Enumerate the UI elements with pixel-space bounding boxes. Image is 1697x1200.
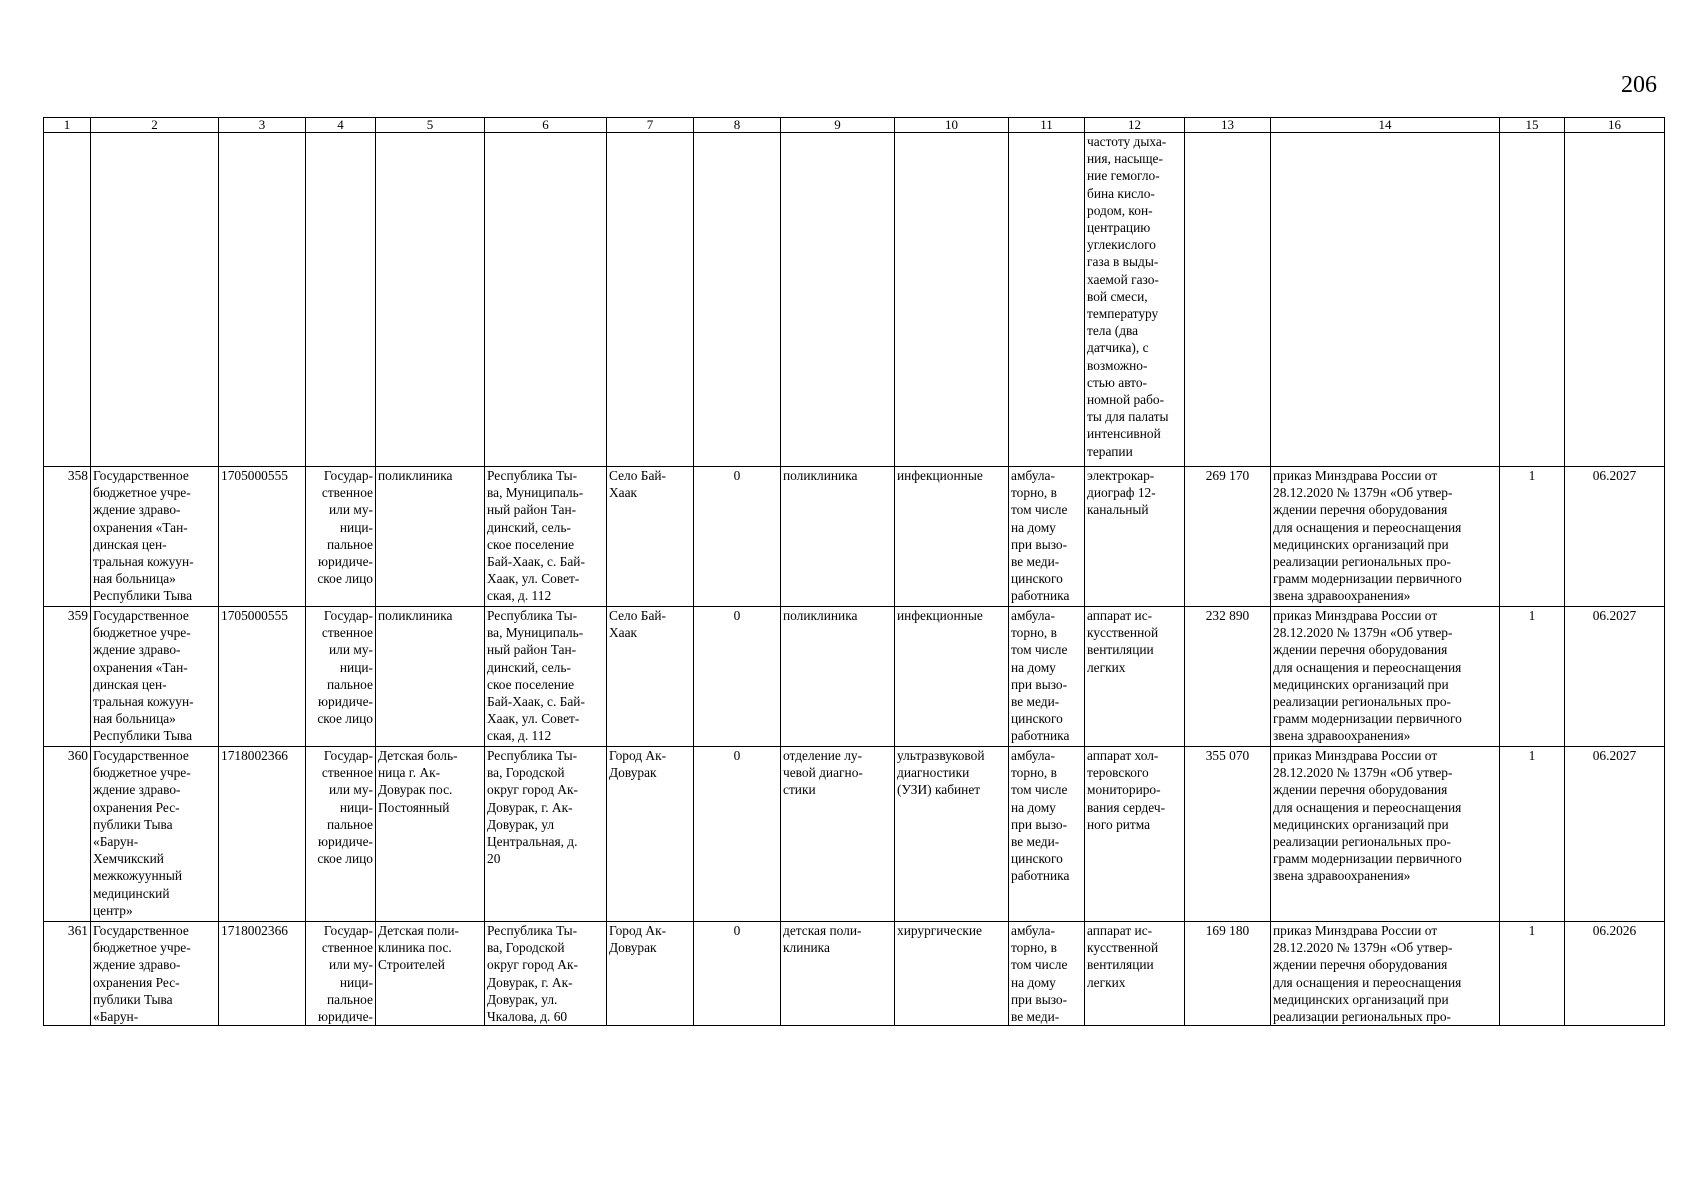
structural-unit-cell: Детская поли- клиника пос. Строителей <box>376 922 485 1026</box>
column-header: 12 <box>1085 118 1185 133</box>
column-header: 5 <box>376 118 485 133</box>
organization-cell: Государственное бюджетное учре- ждение здраво- охранения Рес- публики Тыва «Барун- Хемчикский межкожуунный медицинский центр» <box>91 747 219 922</box>
column-header: 8 <box>694 118 781 133</box>
profile-cell: хирургические <box>895 922 1009 1026</box>
address-cell: Республика Ты- ва, Муниципаль- ный район Тан- динский, сель- ское поселение Бай-Хаак, с. Бай- Хаак, ул. Совет- ская, д. 112 <box>485 607 607 747</box>
row-number-cell: 359 <box>44 607 91 747</box>
structural-unit-cell: Детская боль- ница г. Ак- Довурак пос. Постоянный <box>376 747 485 922</box>
column-header: 7 <box>607 118 694 133</box>
conditions-cell: амбула- торно, в том числе на дому при вызо- ве меди- цинского работника <box>1009 747 1085 922</box>
equipment-cell: аппарат хол- теровского мониториро- вания сердеч- ного ритма <box>1085 747 1185 922</box>
quantity-cell: 1 <box>1500 607 1565 747</box>
equipment-cell: электрокар- диограф 12- канальный <box>1085 467 1185 607</box>
structural-unit-cell: поликлиника <box>376 467 485 607</box>
equipment-cell: частоту дыха- ния, насыще- ние гемогло- бина кисло- родом, кон- центрацию углекислого газа в выды- хаемой газо- вой смеси, температуру тела (два датчика), с возможно- стью авто- номной рабо- ты для палаты интенсивной терапии <box>1085 133 1185 467</box>
column-header: 16 <box>1565 118 1665 133</box>
price-cell: 232 890 <box>1185 607 1271 747</box>
ownership-cell: Государ- ственное или му- ници- пальное юридиче- ское лицо <box>306 747 376 922</box>
address-cell: Республика Ты- ва, Муниципаль- ный район Тан- динский, сель- ское поселение Бай-Хаак, с. Бай- Хаак, ул. Совет- ская, д. 112 <box>485 467 607 607</box>
table-row <box>44 922 1665 1026</box>
basis-cell: приказ Минздрава России от 28.12.2020 № 1379н «Об утвер- ждении перечня оборудования для оснащения и переоснащения медицинских организаций при реализации региональных про- <box>1271 922 1500 1026</box>
conditions-cell: амбула- торно, в том числе на дому при вызо- ве меди- цинского работника <box>1009 607 1085 747</box>
ownership-cell: Государ- ственное или му- ници- пальное юридиче- ское лицо <box>306 467 376 607</box>
quantity-cell: 1 <box>1500 747 1565 922</box>
date-cell: 06.2027 <box>1565 747 1665 922</box>
address-cell: Республика Ты- ва, Городской округ город Ак- Довурак, г. Ак- Довурак, ул Центральная, д. 20 <box>485 747 607 922</box>
locality-cell: Город Ак- Довурак <box>607 922 694 1026</box>
row-number-cell: 360 <box>44 747 91 922</box>
locality-cell: Село Бай- Хаак <box>607 607 694 747</box>
organization-cell: Государственное бюджетное учре- ждение здраво- охранения Рес- публики Тыва «Барун- <box>91 922 219 1026</box>
basis-cell: приказ Минздрава России от 28.12.2020 № 1379н «Об утвер- ждении перечня оборудования для оснащения и переоснащения медицинских организаций при реализации региональных про- грамм модернизации первичного звена здравоохранения» <box>1271 607 1500 747</box>
organization-cell: Государственное бюджетное учре- ждение здраво- охранения «Тан- динская цен- тральная кожуун- ная больница» Республики Тыва <box>91 467 219 607</box>
count-cell: 0 <box>694 467 781 607</box>
column-header: 1 <box>44 118 91 133</box>
division-cell: поликлиника <box>781 607 895 747</box>
profile-cell: инфекционные <box>895 607 1009 747</box>
locality-cell: Село Бай- Хаак <box>607 467 694 607</box>
count-cell: 0 <box>694 607 781 747</box>
profile-cell: инфекционные <box>895 467 1009 607</box>
count-cell: 0 <box>694 747 781 922</box>
organization-cell: Государственное бюджетное учре- ждение здраво- охранения «Тан- динская цен- тральная кожуун- ная больница» Республики Тыва <box>91 607 219 747</box>
quantity-cell: 1 <box>1500 467 1565 607</box>
column-header: 6 <box>485 118 607 133</box>
equipment-cell: аппарат ис- кусственной вентиляции легких <box>1085 607 1185 747</box>
column-header: 9 <box>781 118 895 133</box>
quantity-cell: 1 <box>1500 922 1565 1026</box>
inn-cell: 1705000555 <box>219 467 306 607</box>
count-cell: 0 <box>694 922 781 1026</box>
division-cell: детская поли- клиника <box>781 922 895 1026</box>
address-cell: Республика Ты- ва, Городской округ город Ак- Довурак, г. Ак- Довурак, ул. Чкалова, д. 60 <box>485 922 607 1026</box>
basis-cell: приказ Минздрава России от 28.12.2020 № 1379н «Об утвер- ждении перечня оборудования для оснащения и переоснащения медицинских организаций при реализации региональных про- грамм модернизации первичного звена здравоохранения» <box>1271 467 1500 607</box>
inn-cell: 1718002366 <box>219 922 306 1026</box>
table-row <box>44 747 1665 922</box>
date-cell: 06.2026 <box>1565 922 1665 1026</box>
division-cell: поликлиника <box>781 467 895 607</box>
division-cell: отделение лу- чевой диагно- стики <box>781 747 895 922</box>
conditions-cell: амбула- торно, в том числе на дому при вызо- ве меди- <box>1009 922 1085 1026</box>
column-number-row <box>44 118 1665 133</box>
column-header: 14 <box>1271 118 1500 133</box>
equipment-cell: аппарат ис- кусственной вентиляции легких <box>1085 922 1185 1026</box>
table-row <box>44 607 1665 747</box>
price-cell: 169 180 <box>1185 922 1271 1026</box>
row-number-cell: 358 <box>44 467 91 607</box>
basis-cell: приказ Минздрава России от 28.12.2020 № 1379н «Об утвер- ждении перечня оборудования для оснащения и переоснащения медицинских организаций при реализации региональных про- грамм модернизации первичного звена здравоохранения» <box>1271 747 1500 922</box>
page-number: 206 <box>1621 72 1657 98</box>
inn-cell: 1705000555 <box>219 607 306 747</box>
equipment-registry-table <box>43 117 1665 1026</box>
table-row <box>44 467 1665 607</box>
date-cell: 06.2027 <box>1565 607 1665 747</box>
continuation-row <box>44 133 1665 467</box>
column-header: 11 <box>1009 118 1085 133</box>
column-header: 15 <box>1500 118 1565 133</box>
ownership-cell: Государ- ственное или му- ници- пальное юридиче- <box>306 922 376 1026</box>
column-header: 2 <box>91 118 219 133</box>
conditions-cell: амбула- торно, в том числе на дому при вызо- ве меди- цинского работника <box>1009 467 1085 607</box>
structural-unit-cell: поликлиника <box>376 607 485 747</box>
price-cell: 269 170 <box>1185 467 1271 607</box>
price-cell: 355 070 <box>1185 747 1271 922</box>
row-number-cell: 361 <box>44 922 91 1026</box>
ownership-cell: Государ- ственное или му- ници- пальное юридиче- ское лицо <box>306 607 376 747</box>
column-header: 10 <box>895 118 1009 133</box>
inn-cell: 1718002366 <box>219 747 306 922</box>
profile-cell: ультразвуковой диагностики (УЗИ) кабинет <box>895 747 1009 922</box>
locality-cell: Город Ак- Довурак <box>607 747 694 922</box>
column-header: 4 <box>306 118 376 133</box>
column-header: 3 <box>219 118 306 133</box>
date-cell: 06.2027 <box>1565 467 1665 607</box>
column-header: 13 <box>1185 118 1271 133</box>
